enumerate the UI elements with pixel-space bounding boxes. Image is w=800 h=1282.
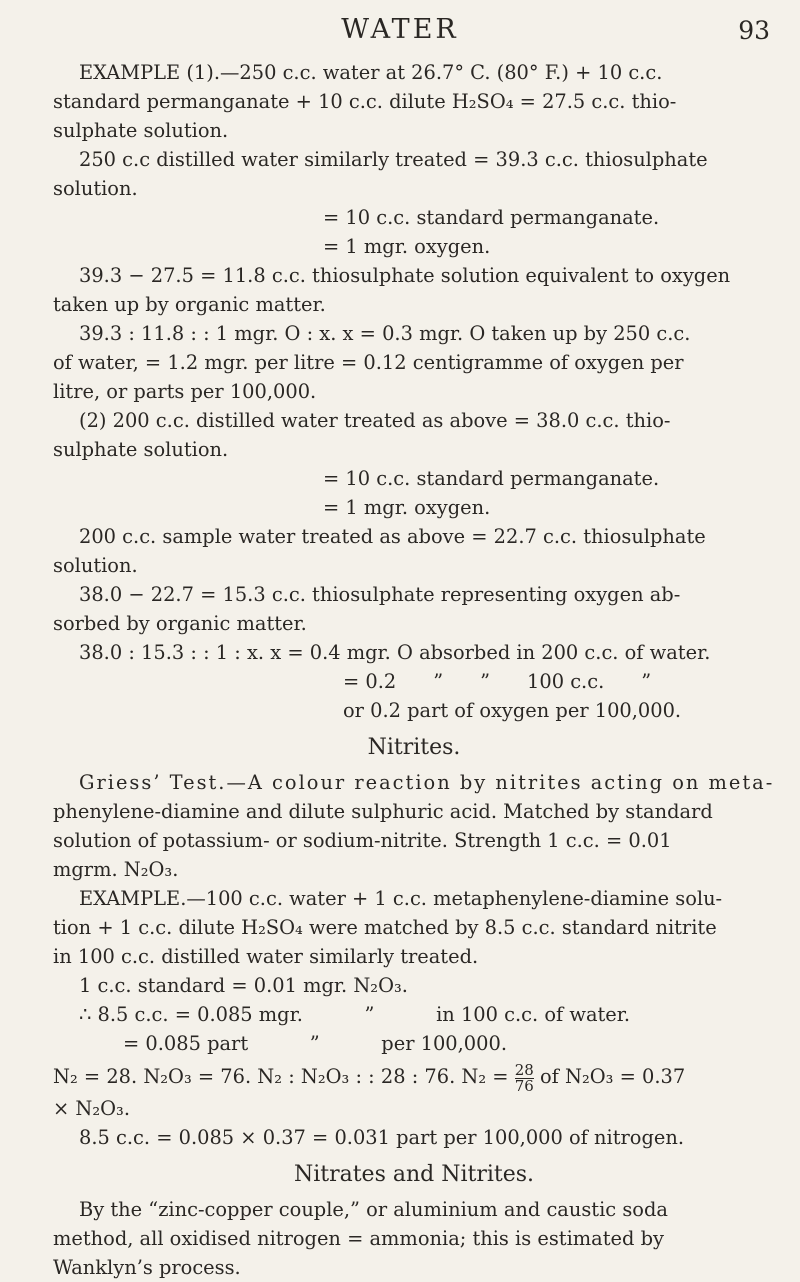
- text-line: Wanklyn’s process.: [53, 1255, 241, 1279]
- text-line: solution of potassium- or sodium-nitrite. Strength 1 c.c. = 0.01: [53, 829, 672, 852]
- text-line: = 0.2 ” ” 100 c.c. ”: [343, 670, 652, 693]
- page-body: [53, 58, 775, 1282]
- text-line: 38.0 − 22.7 = 15.3 c.c. thiosulphate representing oxygen ab-: [79, 583, 681, 606]
- text-line: ∴ 8.5 c.c. = 0.085 mgr. ” in 100 c.c. of water.: [79, 1003, 631, 1026]
- text-line: 39.3 − 27.5 = 11.8 c.c. thiosulphate solution equivalent to oxygen: [79, 264, 731, 287]
- text-line: 200 c.c. sample water treated as above = 22.7 c.c. thiosulphate: [79, 525, 706, 548]
- text-line: of water, = 1.2 mgr. per litre = 0.12 centigramme of oxygen per: [53, 351, 684, 374]
- text-line: 1 c.c. standard = 0.01 mgr. N₂O₃.: [79, 974, 408, 997]
- section-heading: Nitrites.: [367, 735, 461, 760]
- text-line: 39.3 : 11.8 : : 1 mgr. O : x. x = 0.3 mgr. O taken up by 250 c.c.: [79, 322, 691, 345]
- text-line: EXAMPLE.—100 c.c. water + 1 c.c. metaphenylene-diamine solu-: [79, 887, 723, 910]
- text-line: 250 c.c distilled water similarly treated = 39.3 c.c. thiosulphate: [79, 148, 708, 171]
- text-line: standard permanganate + 10 c.c. dilute H₂SO₄ = 27.5 c.c. thio-: [53, 90, 677, 113]
- text-line: tion + 1 c.c. dilute H₂SO₄ were matched by 8.5 c.c. standard nitrite: [53, 916, 717, 939]
- page-number: 93: [738, 16, 770, 45]
- text-line: taken up by organic matter.: [53, 293, 326, 316]
- text-line: phenylene-diamine and dilute sulphuric acid. Matched by standard: [53, 800, 713, 823]
- section-heading: Nitrates and Nitrites.: [293, 1161, 535, 1187]
- formula-text: of N₂O₃ = 0.37: [540, 1065, 686, 1088]
- text-line: sorbed by organic matter.: [53, 612, 307, 635]
- text-line: = 1 mgr. oxygen.: [323, 235, 491, 258]
- fraction: [514, 1060, 534, 1095]
- text-line: sulphate solution.: [53, 438, 229, 461]
- text-line: 8.5 c.c. = 0.085 × 0.37 = 0.031 part per 100,000 of nitrogen.: [79, 1125, 684, 1149]
- text-line: solution.: [53, 554, 138, 577]
- page-header: [0, 10, 800, 50]
- text-line: (2) 200 c.c. distilled water treated as above = 38.0 c.c. thio-: [79, 409, 671, 432]
- text-line: or 0.2 part of oxygen per 100,000.: [343, 699, 682, 722]
- text-line: × N₂O₃.: [53, 1096, 130, 1120]
- text-line: = 10 c.c. standard permanganate.: [323, 467, 660, 490]
- text-line: in 100 c.c. distilled water similarly treated.: [53, 945, 479, 968]
- text-line: mgrm. N₂O₃.: [53, 858, 179, 881]
- text-line: solution.: [53, 177, 138, 200]
- formula-text: N₂ = 28. N₂O₃ = 76. N₂ : N₂O₃ : : 28 : 76. N₂ =: [53, 1065, 509, 1088]
- formula-line: [53, 1062, 775, 1094]
- text-line: Griess’ Test.—A colour reaction by nitrites acting on meta-: [79, 771, 775, 794]
- text-line: = 1 mgr. oxygen.: [323, 496, 491, 519]
- text-line: = 10 c.c. standard permanganate.: [323, 206, 660, 229]
- text-line: EXAMPLE (1).—250 c.c. water at 26.7° C. (80° F.) + 10 c.c.: [79, 61, 663, 84]
- text-line: 38.0 : 15.3 : : 1 : x. x = 0.4 mgr. O absorbed in 200 c.c. of water.: [79, 641, 711, 664]
- text-line: By the “zinc-copper couple,” or aluminium and caustic soda: [79, 1197, 668, 1221]
- running-title: WATER: [341, 14, 459, 45]
- text-line: litre, or parts per 100,000.: [53, 380, 317, 403]
- text-line: method, all oxidised nitrogen = ammonia; this is estimated by: [53, 1226, 664, 1250]
- fraction-numerator: 28: [514, 1060, 534, 1079]
- text-line: = 0.085 part ” per 100,000.: [123, 1032, 507, 1055]
- text-line: sulphate solution.: [53, 119, 229, 142]
- fraction-denominator: 76: [514, 1076, 534, 1095]
